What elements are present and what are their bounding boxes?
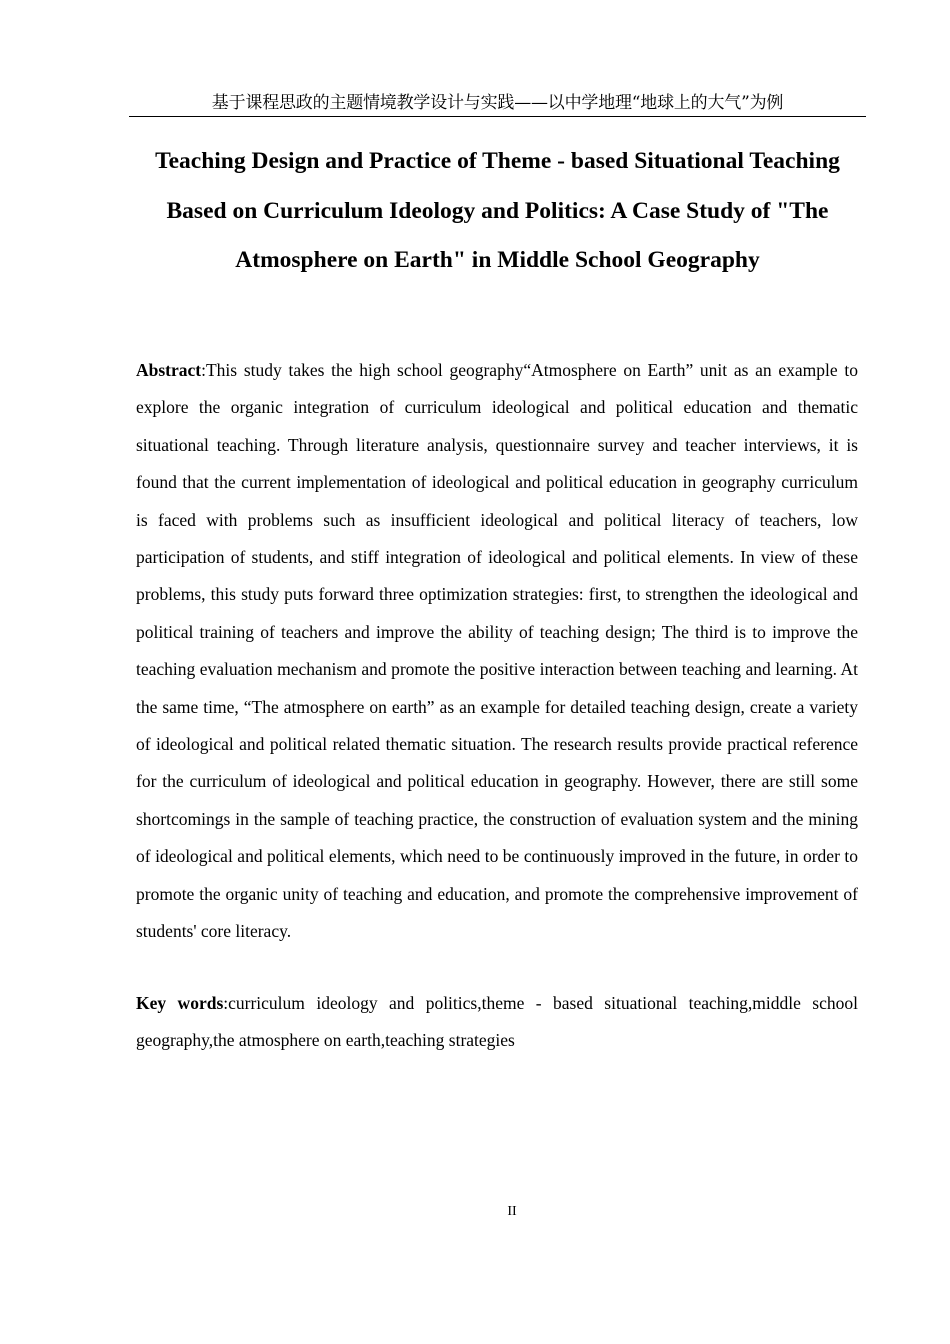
abstract-paragraph [136, 352, 858, 951]
abstract-label: Abstract [136, 360, 202, 380]
page-number: II [507, 1204, 517, 1219]
running-header: 基于课程思政的主题情境教学设计与实践——以中学地理“地球上的大气”为例 [129, 90, 866, 117]
keywords-label: Key words [136, 993, 224, 1013]
keywords-text: :curriculum ideology and politics,theme - based situational teaching,middle school geography,the atmosphere on earth,teaching strategies [136, 993, 858, 1051]
keywords-paragraph [136, 985, 858, 1060]
document-title: Teaching Design and Practice of Theme - based Situational Teaching Based on Curriculum Ideology and Politics: A Case Study of "The Atmosphere on Earth" in Middle School Geography [155, 148, 840, 274]
abstract-text: :This study takes the high school geography“Atmosphere on Earth” unit as an example to explore the organic integration of curriculum ideological and political education and thematic situational teaching. Through literature analysis, questionnaire survey and teacher interviews, it is found that the current implementation of ideological and political education in geography curriculum is faced with problems such as insufficient ideological and political literacy of teachers, low participation of students, and stiff integration of ideological and political elements. In view of these problems, this study puts forward three optimization strategies: first, to strengthen the ideological and political training of teachers and improve the ability of teaching design; The third is to improve the teaching evaluation mechanism and promote the positive interaction between teaching and learning. At the same time, “The atmosphere on earth” as an example for detailed teaching design, create a variety of ideological and political related thematic situation. The research results provide practical reference for the curriculum of ideological and political education in geography. However, there are still some shortcomings in the sample of teaching practice, the construction of evaluation system and the mining of ideological and political elements, which need to be continuously improved in the future, in order to promote the organic unity of teaching and education, and promote the comprehensive improvement of students' core literacy. [136, 360, 858, 942]
